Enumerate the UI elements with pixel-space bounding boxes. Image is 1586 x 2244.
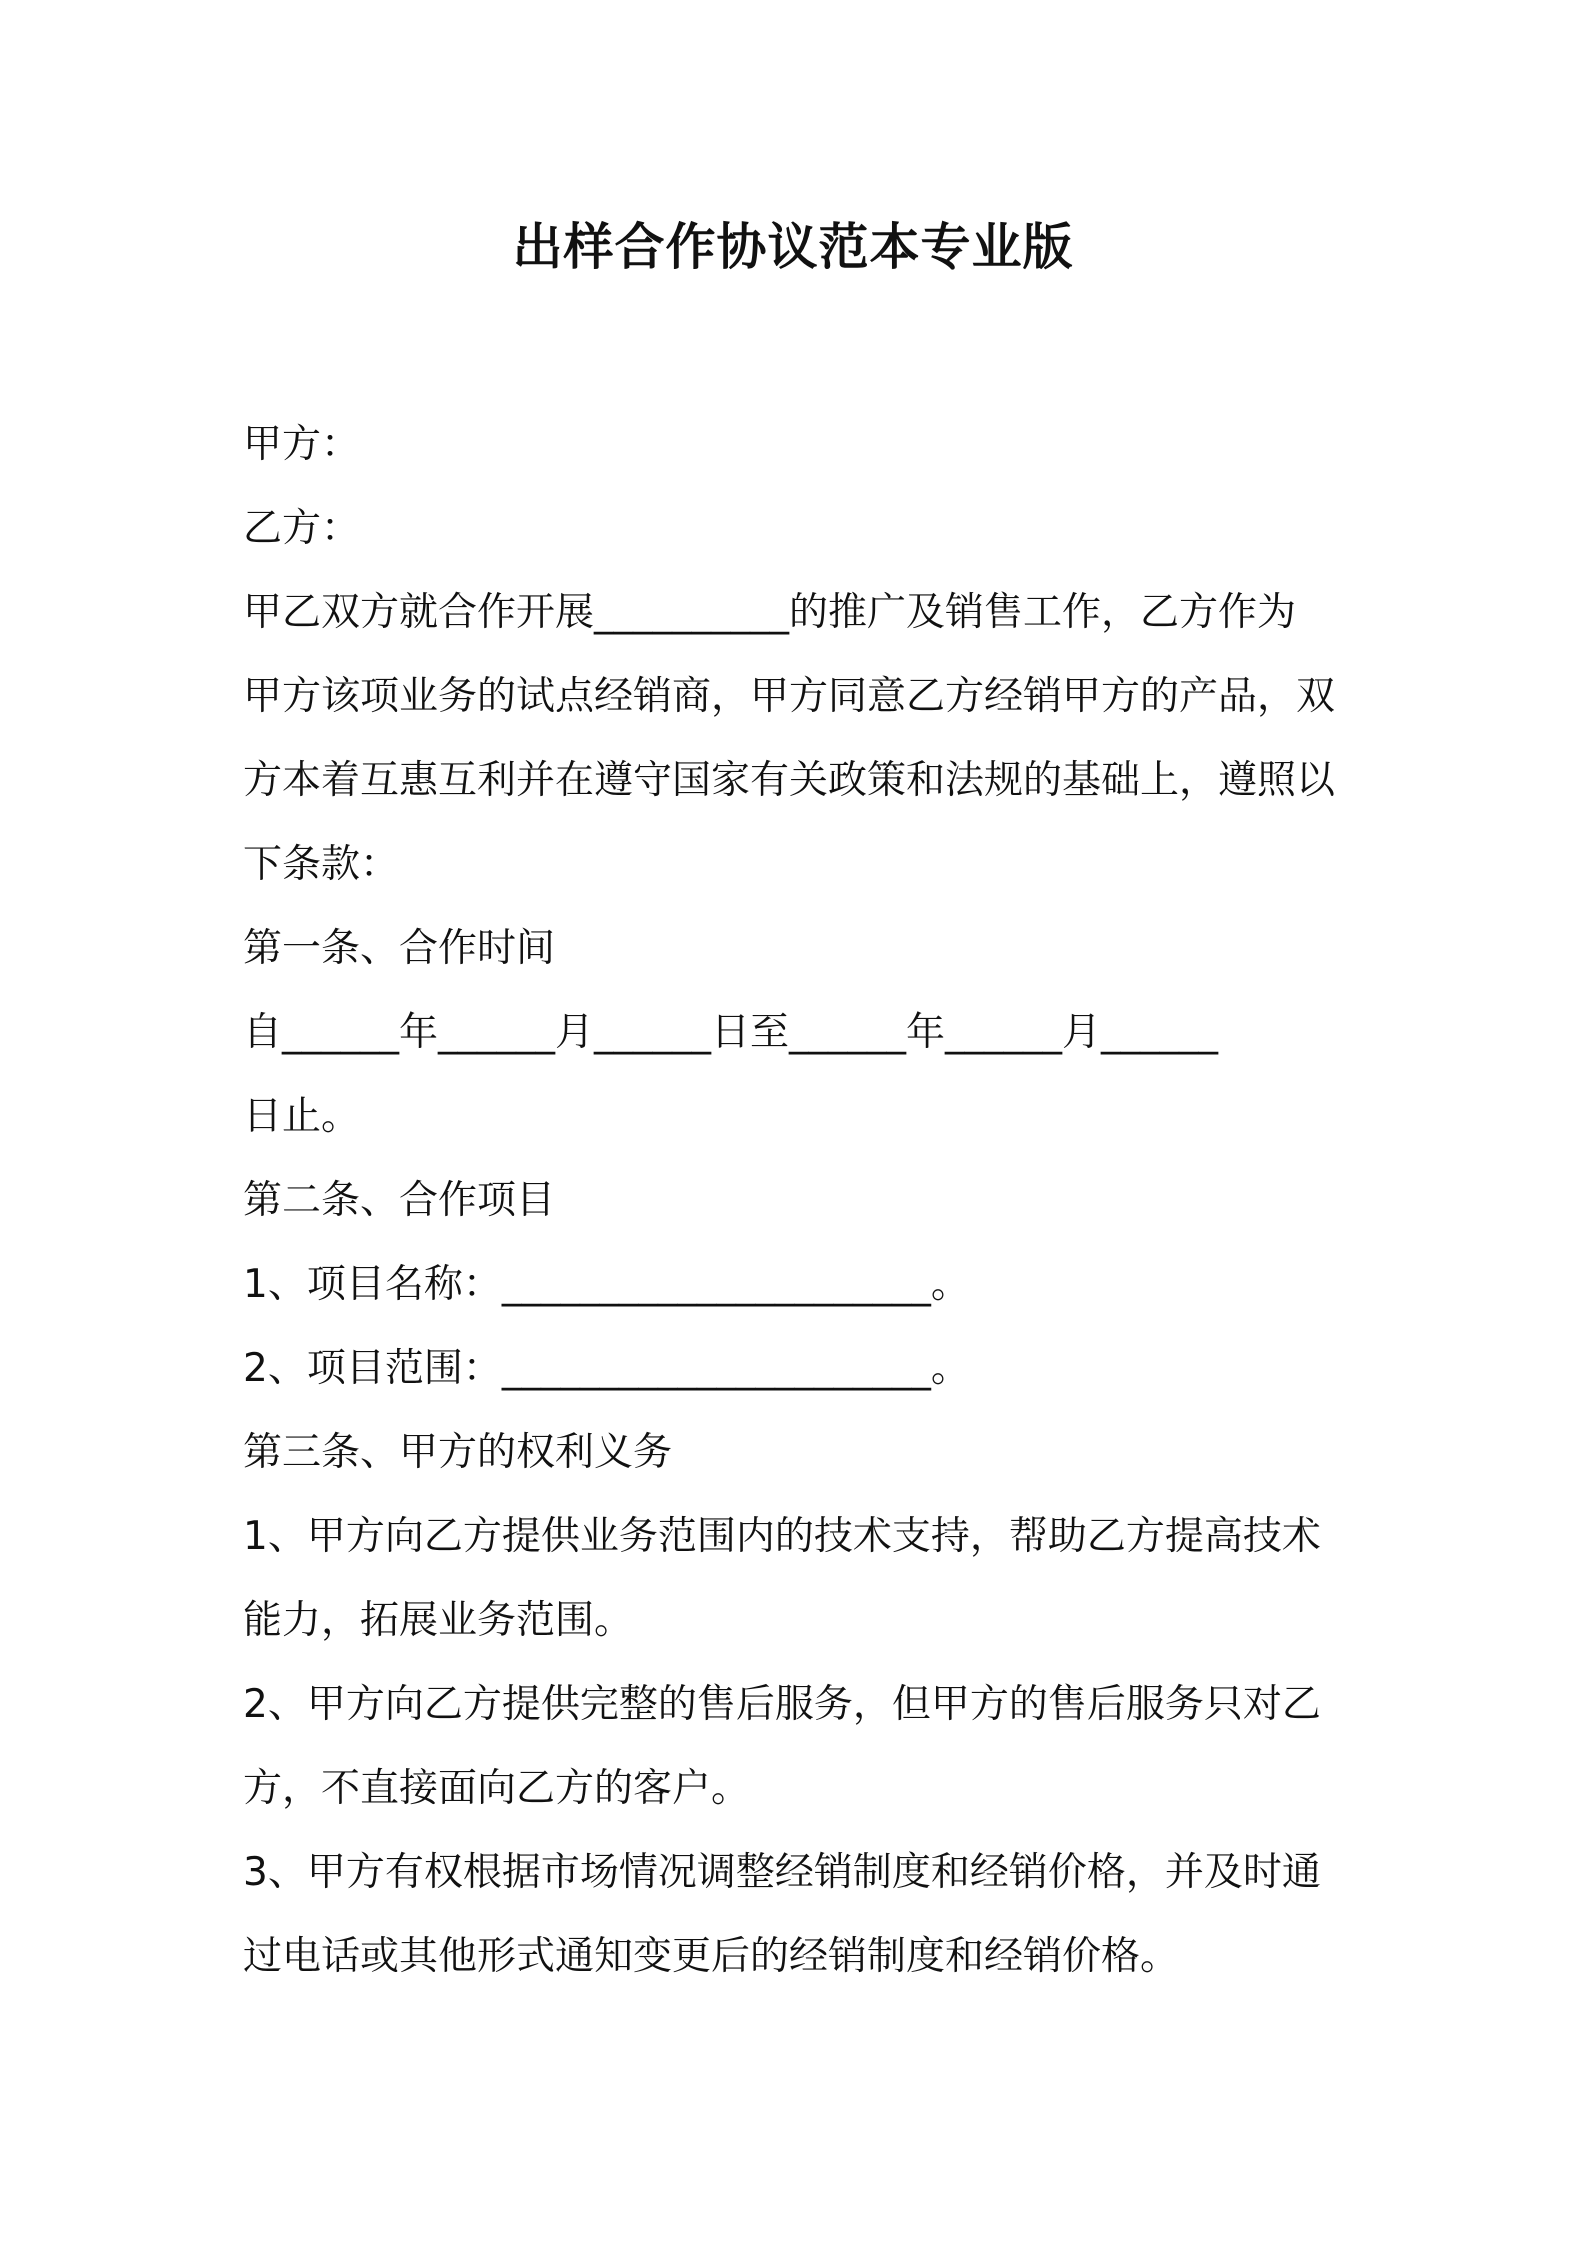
document-title: 出样合作协议范本专业版	[512, 218, 1074, 276]
party-a-line: 甲方：	[243, 422, 361, 467]
clause-line: 方，不直接面向乙方的客户。	[243, 1766, 751, 1811]
article-1-heading: 第一条、合作时间	[243, 926, 556, 971]
article-3-heading: 第三条、甲方的权利义务	[243, 1430, 673, 1475]
article-2-heading: 第二条、合作项目	[243, 1178, 556, 1223]
clause-line: 3、甲方有权根据市场情况调整经销制度和经销价格，并及时通	[243, 1850, 1321, 1895]
clause-line: 过电话或其他形式通知变更后的经销制度和经销价格。	[243, 1934, 1180, 1979]
preamble-line: 下条款：	[243, 842, 400, 887]
cooperation-period-line: 日止。	[243, 1094, 361, 1139]
project-name-line: 1、项目名称：______________________。	[243, 1262, 970, 1307]
clause-line: 能力，拓展业务范围。	[243, 1598, 634, 1643]
preamble-line: 甲方该项业务的试点经销商，甲方同意乙方经销甲方的产品，双	[243, 674, 1336, 719]
cooperation-period-line: 自______年______月______日至______年______月______	[243, 1010, 1219, 1055]
clause-line: 2、甲方向乙方提供完整的售后服务，但甲方的售后服务只对乙	[243, 1682, 1321, 1727]
clause-line: 1、甲方向乙方提供业务范围内的技术支持，帮助乙方提高技术	[243, 1514, 1321, 1559]
document-body	[243, 403, 1355, 1999]
preamble-line: 方本着互惠互利并在遵守国家有关政策和法规的基础上，遵照以	[243, 758, 1336, 803]
project-scope-line: 2、项目范围：______________________。	[243, 1346, 970, 1391]
preamble-line: 甲乙双方就合作开展__________的推广及销售工作，乙方作为	[243, 590, 1297, 635]
party-b-line: 乙方：	[243, 506, 361, 551]
